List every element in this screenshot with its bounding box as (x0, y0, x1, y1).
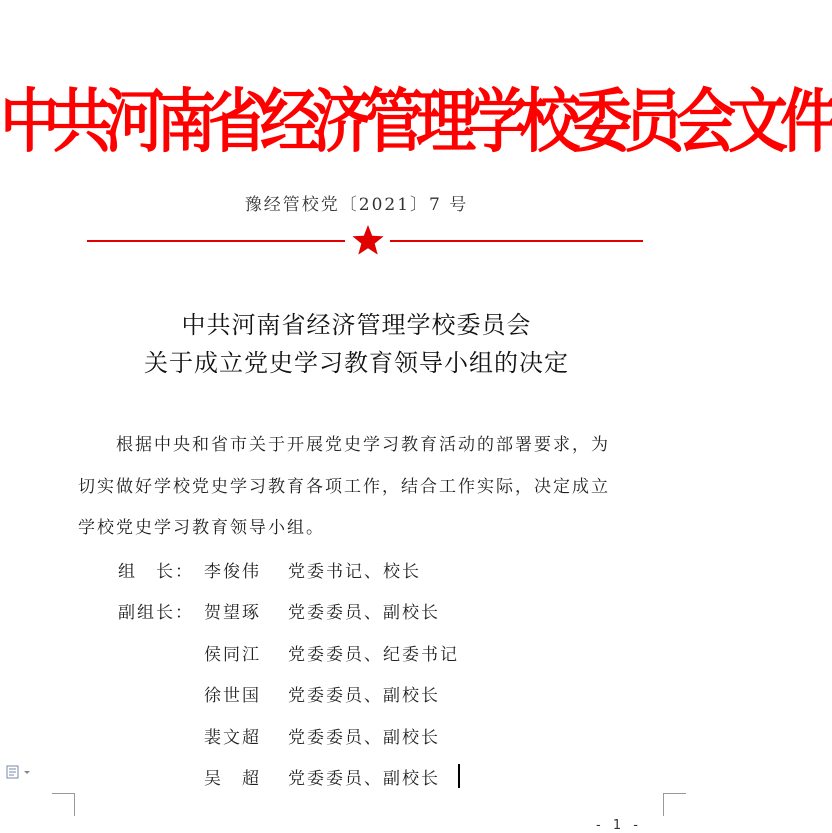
member-post: 党委委员、副校长 (288, 769, 440, 789)
member-role: 组 长： (118, 562, 194, 582)
paragraph-line: 根据中央和省市关于开展党史学习教育活动的部署要求，为 (78, 435, 610, 455)
document-options-icon[interactable] (6, 765, 36, 779)
member-post: 党委委员、副校长 (288, 686, 440, 706)
member-name: 贺望琢 (204, 603, 261, 623)
document-title-line-1: 中共河南省经济管理学校委员会 (181, 311, 532, 339)
member-post: 党委书记、校长 (288, 562, 421, 582)
member-post: 党委委员、纪委书记 (288, 645, 459, 665)
document-title-line-2: 关于成立党史学习教育领导小组的决定 (144, 349, 569, 377)
paragraph-line: 学校党史学习教育领导小组。 (78, 518, 325, 538)
member-role: 副组长： (118, 603, 194, 623)
member-name: 裴文超 (204, 728, 261, 748)
paragraph-line: 切实做好学校党史学习教育各项工作，结合工作实际，决定成立 (78, 477, 610, 497)
document-number: 豫经管校党〔2021〕7 号 (244, 195, 469, 215)
page-number: - 1 - (596, 818, 642, 833)
red-rule-left (87, 240, 345, 242)
member-post: 党委委员、副校长 (288, 603, 440, 623)
member-post: 党委委员、副校长 (288, 728, 440, 748)
red-header-title: 中共河南省经济管理学校委员会文件 (0, 81, 832, 162)
star-icon (350, 222, 386, 258)
member-name: 吴 超 (204, 769, 261, 789)
red-rule-right (390, 240, 643, 242)
text-cursor (458, 764, 460, 788)
margin-corner-left (52, 793, 75, 816)
member-name: 侯同江 (204, 645, 261, 665)
margin-corner-right (663, 793, 686, 816)
member-name: 李俊伟 (204, 562, 261, 582)
member-name: 徐世国 (204, 686, 261, 706)
